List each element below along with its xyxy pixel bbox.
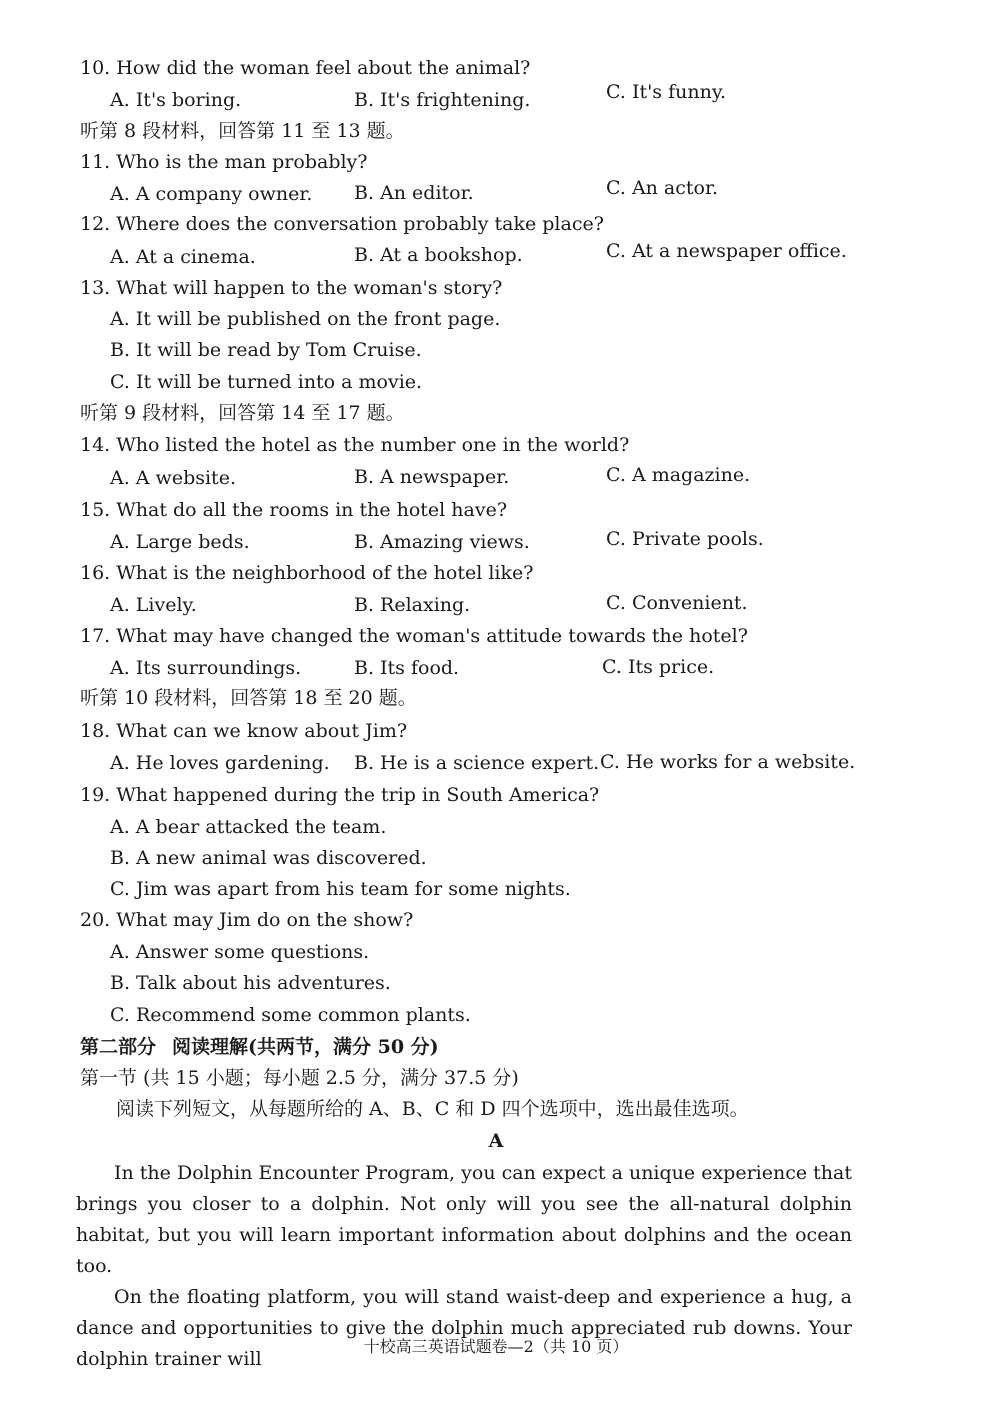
question-18-stem: 18. What can we know about Jim? — [80, 720, 408, 742]
question-16-stem: 16. What is the neighborhood of the hotel like? — [80, 562, 534, 584]
question-15-option-a: A. Large beds. — [110, 531, 250, 553]
question-19-option-a: A. A bear attacked the team. — [110, 816, 387, 838]
question-17-option-b: B. Its food. — [354, 657, 460, 679]
question-16-option-a: A. Lively. — [110, 594, 197, 616]
question-17-option-a: A. Its surroundings. — [110, 657, 302, 679]
question-18-option-c: C. He works for a website. — [600, 751, 856, 773]
question-18-option-b: B. He is a science expert. — [354, 752, 600, 774]
question-13-option-b: B. It will be read by Tom Cruise. — [110, 339, 422, 361]
question-10-option-a: A. It's boring. — [110, 89, 242, 111]
section-8-heading: 听第 8 段材料，回答第 11 至 13 题。 — [80, 120, 405, 142]
question-15-stem: 15. What do all the rooms in the hotel have? — [80, 499, 508, 521]
reading-instruction: 阅读下列短文，从每题所给的 A、B、C 和 D 四个选项中，选出最佳选项。 — [116, 1098, 749, 1120]
question-16-option-c: C. Convenient. — [606, 592, 748, 614]
section-1-heading: 第一节 (共 15 小题；每小题 2.5 分，满分 37.5 分) — [80, 1067, 519, 1089]
question-11-option-a: A. A company owner. — [110, 183, 313, 205]
question-13-option-a: A. It will be published on the front page. — [110, 308, 501, 330]
question-13-option-c: C. It will be turned into a movie. — [110, 371, 423, 393]
question-10-option-b: B. It's frightening. — [354, 89, 531, 111]
section-10-heading: 听第 10 段材料，回答第 18 至 20 题。 — [80, 687, 417, 709]
question-14-option-a: A. A website. — [110, 467, 236, 489]
question-14-option-c: C. A magazine. — [606, 464, 751, 486]
section-9-heading: 听第 9 段材料，回答第 14 至 17 题。 — [80, 402, 405, 424]
question-14-stem: 14. Who listed the hotel as the number one in the world? — [80, 434, 630, 456]
part-2-label: 第二部分 — [80, 1036, 157, 1058]
page-footer: 十校高三英语试题卷—2（共 10 页） — [363, 1337, 629, 1356]
question-19-stem: 19. What happened during the trip in South America? — [80, 784, 600, 806]
question-10-option-c: C. It's funny. — [606, 81, 727, 103]
question-15-option-b: B. Amazing views. — [354, 531, 530, 553]
question-14-option-b: B. A newspaper. — [354, 466, 510, 488]
question-12-option-b: B. At a bookshop. — [354, 244, 523, 266]
question-11-option-b: B. An editor. — [354, 182, 474, 204]
part-2-title: 阅读理解(共两节，满分 50 分) — [172, 1036, 439, 1058]
question-13-stem: 13. What will happen to the woman's story? — [80, 277, 503, 299]
question-12-option-a: A. At a cinema. — [110, 246, 256, 268]
question-10-stem: 10. How did the woman feel about the animal? — [80, 57, 531, 79]
question-20-stem: 20. What may Jim do on the show? — [80, 909, 414, 931]
question-17-stem: 17. What may have changed the woman's attitude towards the hotel? — [80, 625, 748, 647]
question-11-stem: 11. Who is the man probably? — [80, 151, 368, 173]
question-18-option-a: A. He loves gardening. — [110, 752, 330, 774]
question-12-stem: 12. Where does the conversation probably take place? — [80, 213, 604, 235]
question-19-option-b: B. A new animal was discovered. — [110, 847, 427, 869]
question-19-option-c: C. Jim was apart from his team for some nights. — [110, 878, 571, 900]
question-20-option-c: C. Recommend some common plants. — [110, 1004, 471, 1026]
question-11-option-c: C. An actor. — [606, 177, 719, 199]
question-17-option-c: C. Its price. — [602, 656, 715, 678]
question-20-option-b: B. Talk about his adventures. — [110, 972, 391, 994]
question-20-option-a: A. Answer some questions. — [110, 941, 370, 963]
passage-letter: A — [488, 1130, 504, 1152]
passage-paragraph-2: On the floating platform, you will stand waist-deep and experience a hug, a dance and opportunities to give the dolphin much appreciated rub downs. Your dolphin trainer will — [76, 1286, 852, 1370]
question-15-option-c: C. Private pools. — [606, 528, 764, 550]
question-16-option-b: B. Relaxing. — [354, 594, 471, 616]
passage-paragraph-1: In the Dolphin Encounter Program, you can expect a unique experience that brings you closer to a dolphin. Not only will you see the all-natural dolphin habitat, but you will learn important information about dolphins and the ocean too. — [76, 1162, 852, 1277]
question-12-option-c: C. At a newspaper office. — [606, 240, 847, 262]
